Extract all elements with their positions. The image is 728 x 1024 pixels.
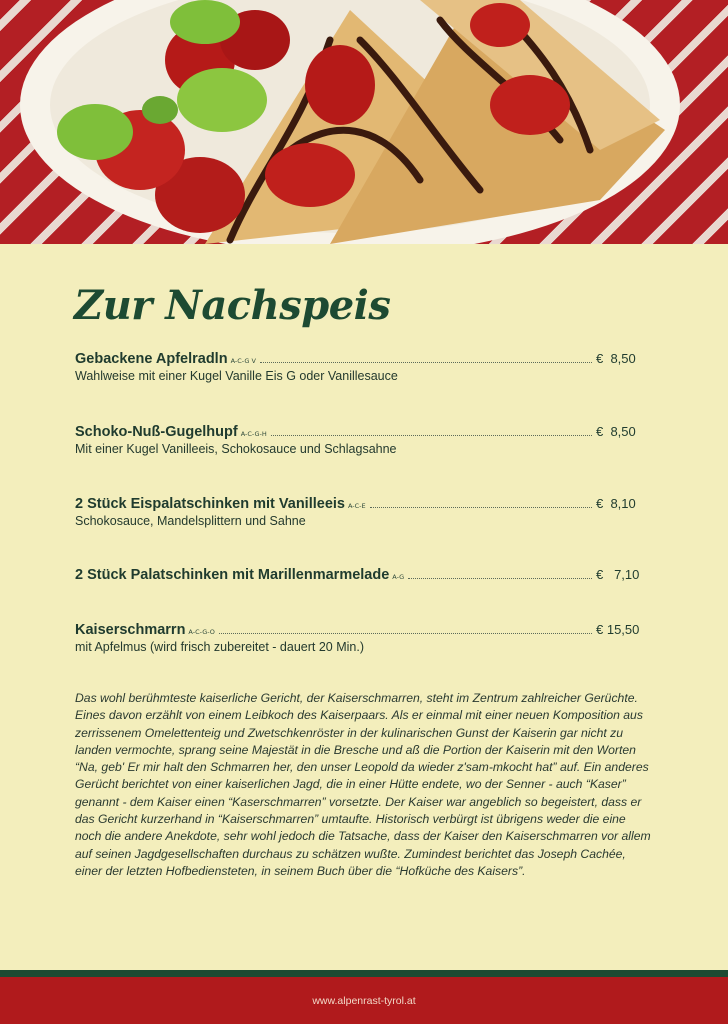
dot-leader — [219, 632, 592, 634]
item-name: Schoko-Nuß-Gugelhupf — [75, 424, 238, 440]
crepes-plate-illustration — [0, 0, 728, 244]
item-description: Wahlweise mit einer Kugel Vanille Eis G oder Vanillesauce — [75, 369, 398, 383]
item-name: Gebackene Apfelradln — [75, 351, 228, 367]
dot-leader — [408, 577, 592, 579]
item-name: 2 Stück Palatschinken mit Marillenmarmelade — [75, 567, 390, 583]
menu-item — [75, 496, 640, 528]
dot-leader — [260, 361, 592, 363]
item-name: 2 Stück Eispalatschinken mit Vanilleeis — [75, 496, 345, 512]
allergen-codes: A-C-E — [347, 502, 366, 510]
dot-leader — [370, 506, 592, 508]
item-price: € 8,50 — [596, 424, 636, 439]
item-description: Mit einer Kugel Vanilleeis, Schokosauce und Schlagsahne — [75, 442, 397, 456]
menu-item — [75, 424, 640, 456]
allergen-codes: A-C-G-H — [240, 430, 267, 438]
menu-item — [75, 351, 640, 383]
item-name: Kaiserschmarrn — [75, 622, 186, 638]
allergen-codes: A-G — [392, 573, 405, 581]
item-price: € 8,50 — [596, 351, 636, 366]
menu-item — [75, 567, 640, 583]
allergen-codes: A-C-G-O — [188, 628, 215, 636]
website-link[interactable]: www.alpenrast-tyrol.at — [312, 994, 416, 1007]
hero-photo — [0, 0, 728, 244]
item-description: mit Apfelmus (wird frisch zubereitet - dauert 20 Min.) — [75, 640, 364, 654]
item-price: € 8,10 — [596, 496, 636, 511]
page-title: Zur Nachspeis — [74, 282, 391, 329]
dot-leader — [271, 434, 592, 436]
item-price: € 7,10 — [596, 567, 640, 582]
menu-item — [75, 622, 640, 654]
footer-stripe — [0, 970, 728, 977]
item-description: Schokosauce, Mandelsplittern und Sahne — [75, 514, 306, 528]
item-price: € 15,50 — [596, 622, 640, 637]
kaiserschmarrn-story: Das wohl berühmteste kaiserliche Gericht, der Kaiserschmarren, steht im Zentrum zahlreicher Gerüchte. Eines davon erzählt von einem Leibkoch des Kaiserpaars. Als er einmal mit einer neuen Komposition aus zerrissenem Omelettenteig und Zwetschkenröster in der kulinarischen Gunst der Kaiserin gar nicht zu landen vermochte, sprang seine Majestät in die Bresche und aß die Portion der Kaiserin mit den Worten “Na, geb' Er mir halt den Schmarren her, den unser Leopold da wieder z'sam-mkocht hat” auf. Ein anderes Gerücht berichtet von einer kaiserlichen Jagd, die in einer Hütte endete, wo der Senner - auch “Kaser” genannt - dem Kaiser einen “Kaserschmarren” vorsetzte. Der Kaiser war angeblich so begeistert, dass er das Gericht kurzerhand in “Kaiserschmarren” umtaufte. Historisch verbürgt ist übrigens weder die eine noch die andere Anekdote, sehr wohl jedoch die Tatsache, dass der Kaiser den Kaiserschmarren vor allem auf seinen Jagdgesellschaften durchaus zu schätzen wußte. Zumindest berichtet das Joseph Cachée, einer der letzten Hofbediensteten, in seinem Buch über die “Hofküche des Kaisers”. — [75, 691, 651, 878]
allergen-codes: A-C-G V — [230, 357, 256, 365]
footer-bar — [0, 977, 728, 1024]
